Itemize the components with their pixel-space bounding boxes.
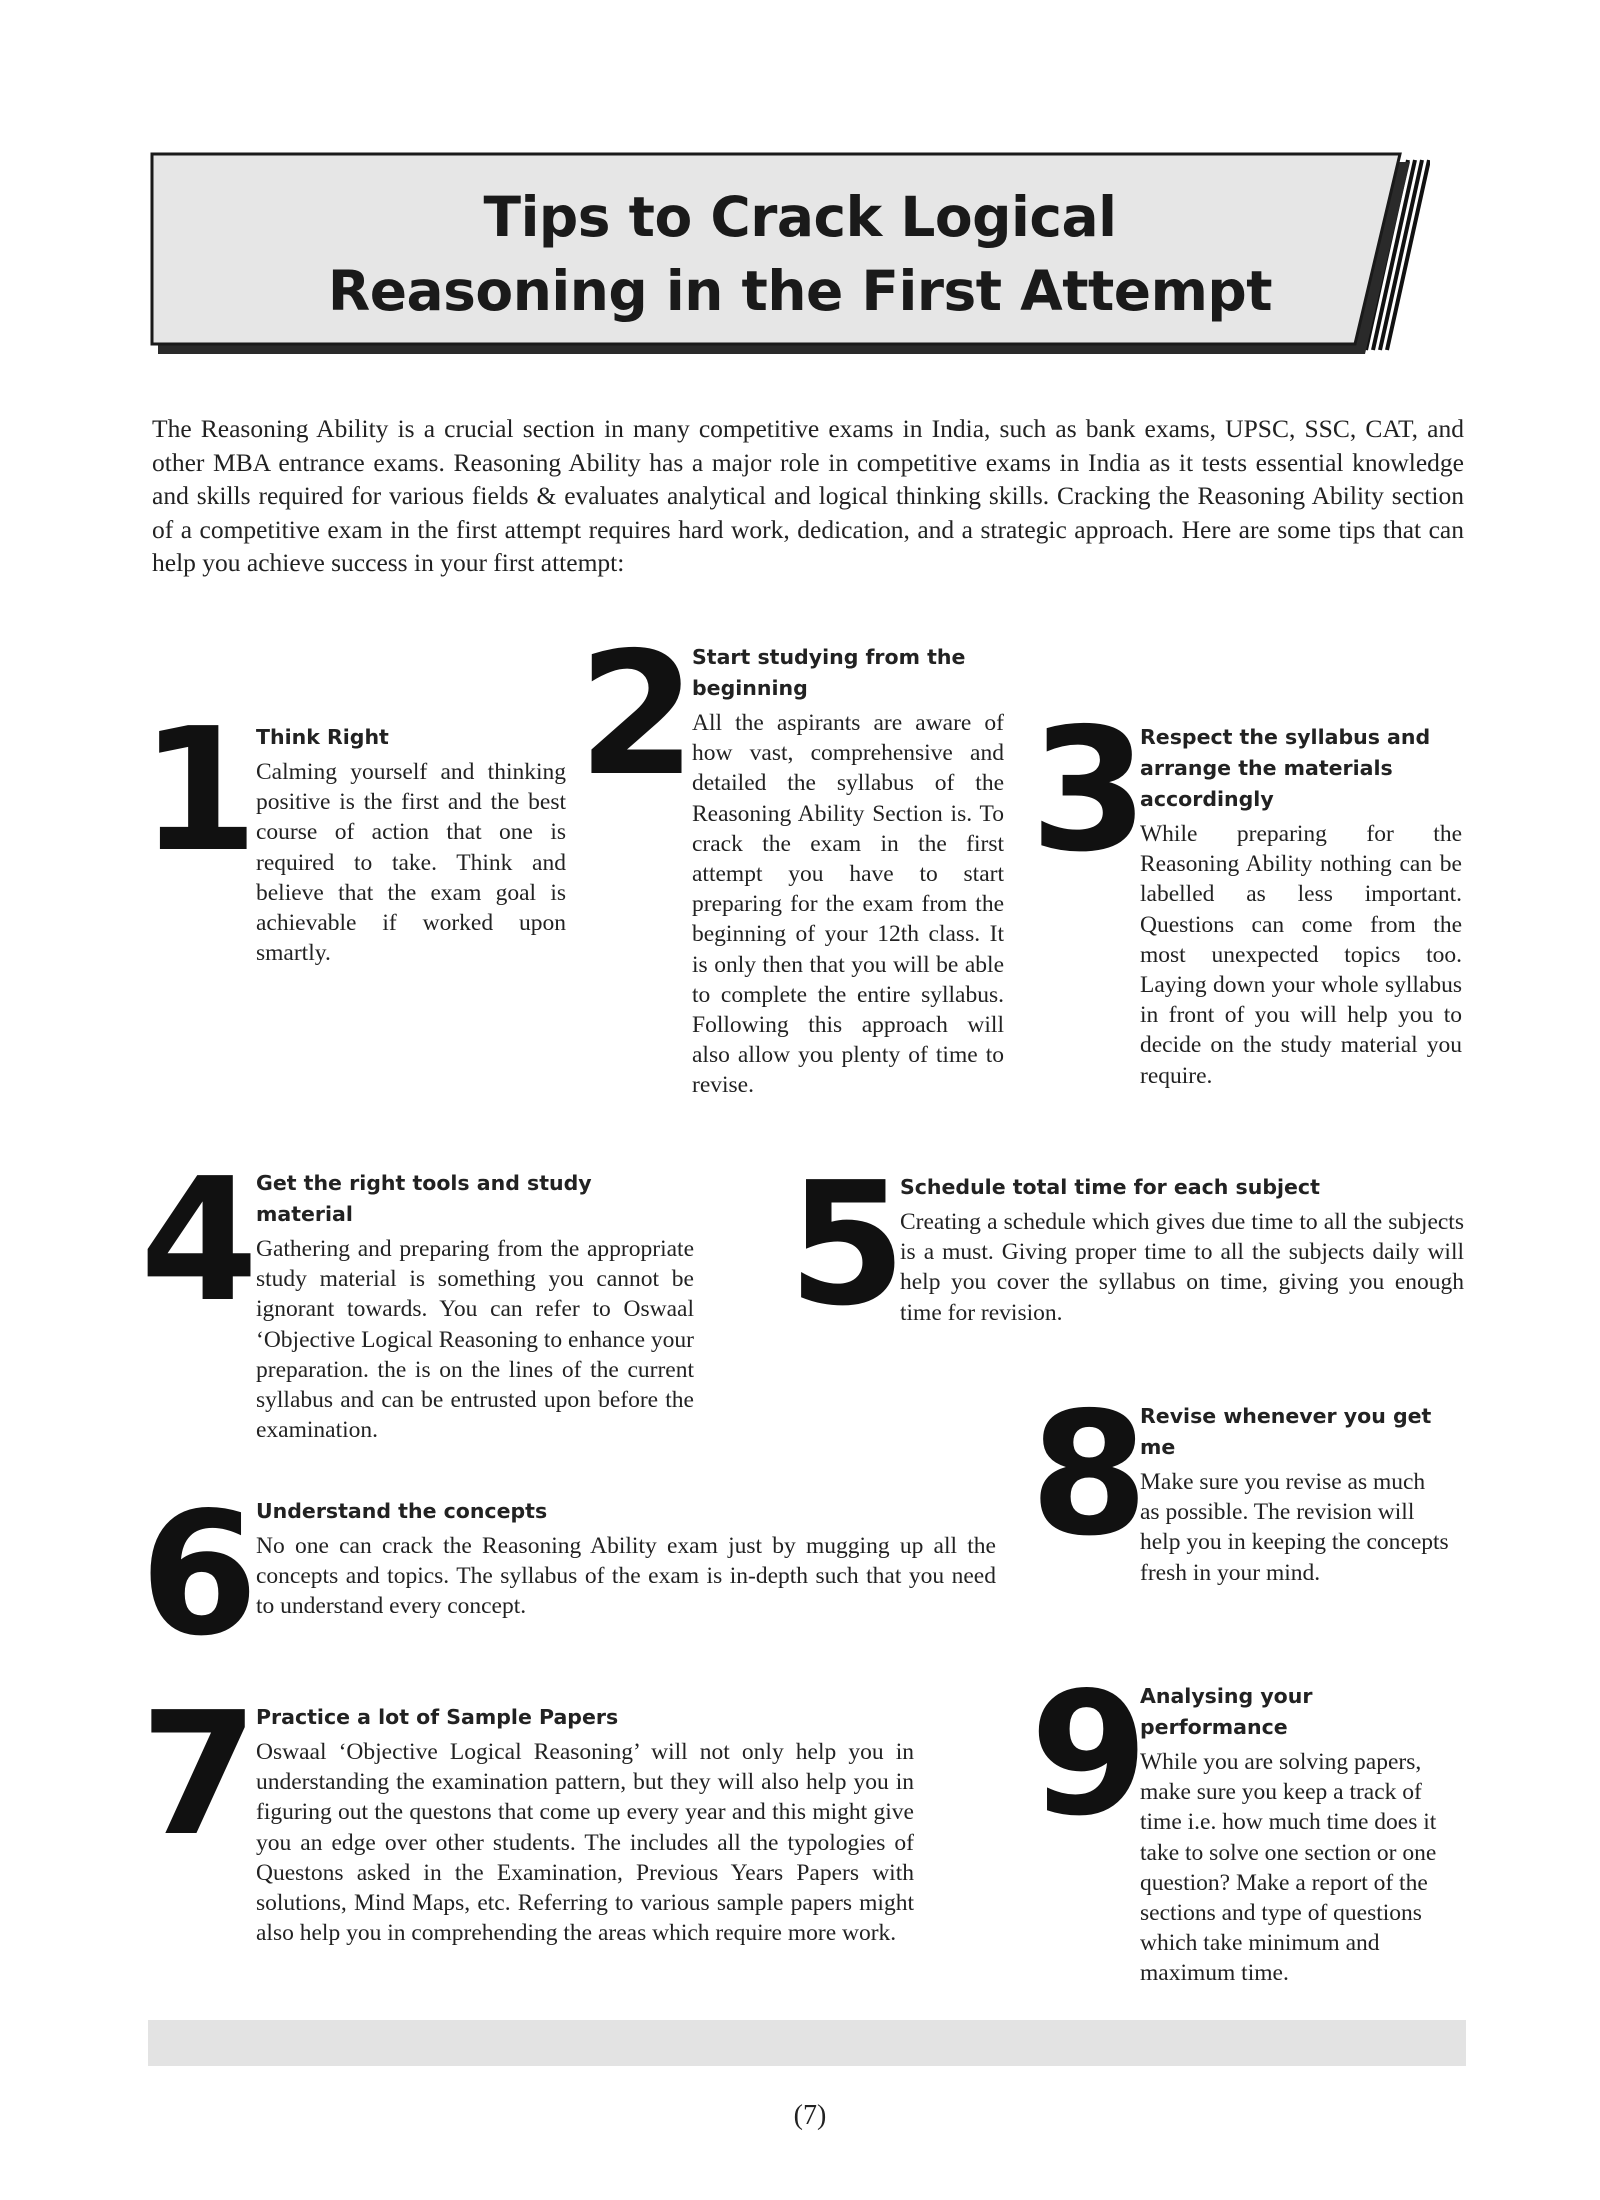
tip-heading: Practice a lot of Sample Papers [256, 1705, 619, 1729]
tip-number: 7 [140, 1676, 255, 1874]
tip-number: 6 [140, 1476, 255, 1674]
tip-number: 8 [1030, 1376, 1145, 1574]
tip-heading: Think Right [256, 725, 389, 749]
title-banner [150, 152, 1430, 362]
tip-heading: Understand the concepts [256, 1499, 548, 1523]
tip-heading: Schedule total time for each subject [900, 1175, 1320, 1199]
tip-text: No one can crack the Reasoning Ability exam just by mugging up all the concepts and topics. The syllabus of the exam is in-depth such that you need to understand every concept. [256, 1533, 996, 1620]
tip-text: While preparing for the Reasoning Ability nothing can be labelled as less important. Questions can come from the most unexpected topics too. Laying down your whole syllabus in front of you will help you to decide on the study material you require. [1140, 821, 1462, 1089]
tip-heading: Respect the syllabus and arrange the materials accordingly [1140, 725, 1431, 811]
tip-number: 3 [1030, 692, 1145, 890]
tip-text: Calming yourself and thinking positive is the first and the best course of action that one is required to take. Think and believe that the exam goal is achievable if worked upon smartly. [256, 759, 566, 967]
tip-heading: Analysing your performance [1140, 1684, 1313, 1739]
tip-number: 4 [140, 1142, 255, 1340]
title-line-1: Tips to Crack Logical [483, 185, 1117, 249]
tip-number: 5 [788, 1146, 903, 1344]
tip-text: All the aspirants are aware of how vast, comprehensive and detailed the syllabus of the Reasoning Ability Section is. To crack the exam in the first attempt you have to start preparing for the exam from the beginning of your 12th class. It is only then that you will be able to complete the entire syllabus. Following this approach will also allow you plenty of time to revise. [692, 710, 1004, 1099]
tip-number: 9 [1030, 1656, 1145, 1854]
tip-heading: Get the right tools and study material [256, 1171, 592, 1226]
footer-bar [148, 2020, 1466, 2066]
tip-number: 1 [140, 692, 255, 890]
tip-text: Oswaal ‘Objective Logical Reasoning’ will not only help you in understanding the examination pattern, but they will also help you in figuring out the questons that come up every year and this might give you an edge over other students. The includes all the typologies of Questons asked in the Examination, Previous Years Papers with solutions, Mind Maps, etc. Referring to various sample papers might also help you in comprehending the areas which require more work. [256, 1739, 914, 1947]
page-number: (7) [793, 2100, 827, 2131]
intro-paragraph: The Reasoning Ability is a crucial section in many competitive exams in India, such as bank exams, UPSC, SSC, CAT, and other MBA entrance exams. Reasoning Ability has a major role in competitive exams in India as it tests essential knowledge and skills required for various fields & evaluates analytical and logical thinking skills. Cracking the Reasoning Ability section of a competitive exam in the first attempt requires hard work, dedication, and a strategic approach. Here are some tips that can help you achieve success in your first attempt: [152, 414, 1464, 577]
tip-text: While you are solving papers, make sure you keep a track of time i.e. how much time does it take to solve one section or one question? Make a report of the sections and type of questions which take minimum and maximum time. [1140, 1749, 1437, 1987]
page-title [150, 164, 1450, 344]
tip-heading: Start studying from the beginning [692, 645, 966, 700]
tip-text: Make sure you revise as much as possible. The revision will help you in keeping the concepts fresh in your mind. [1140, 1469, 1449, 1586]
title-line-2: Reasoning in the First Attempt [327, 259, 1273, 323]
tip-heading: Revise whenever you get me [1140, 1404, 1432, 1459]
tip-text: Gathering and preparing from the appropriate study material is something you cannot be ignorant towards. You can refer to Oswaal ‘Objective Logical Reasoning to enhance your preparation. the is on the lines of the current syllabus and can be entrusted upon before the examination. [256, 1236, 694, 1444]
tip-number: 2 [578, 616, 693, 814]
tip-text: Creating a schedule which gives due time to all the subjects is a must. Giving proper time to all the subjects daily will help you cover the syllabus on time, giving you enough time for revision. [900, 1209, 1464, 1326]
